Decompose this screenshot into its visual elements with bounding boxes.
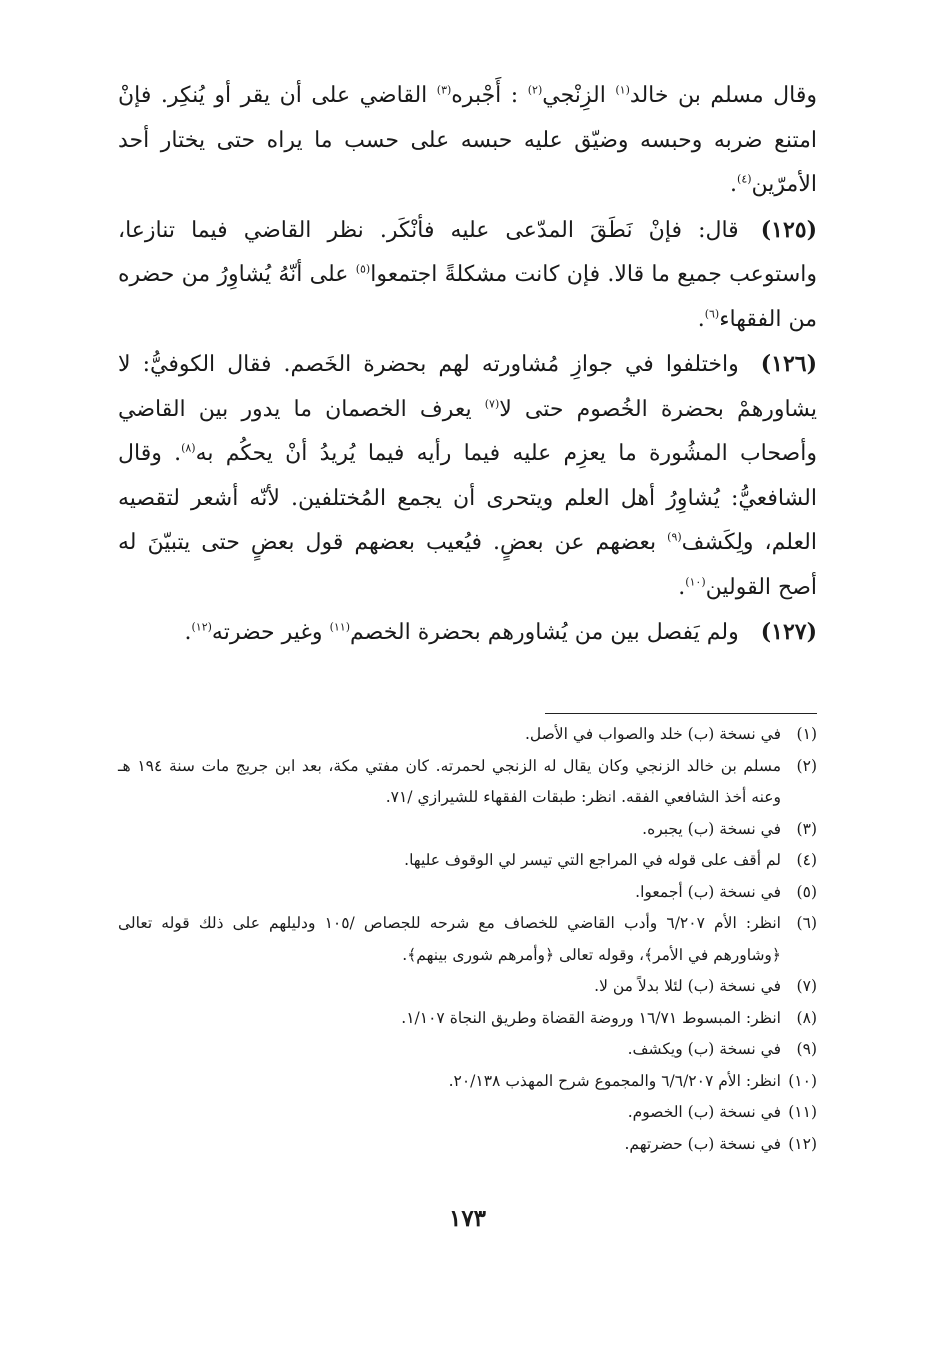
text-run: وغير حضرته <box>211 620 330 645</box>
footnote-text: انظر: الأم ٦/٢٠٧ وأدب القاضي للخصاف مع شرحه للجصاص /١٠٥ ودليلهم على ذلك قوله تعالى ﴿وشاورهم في الأمر﴾، وقوله تعالى ﴿وأمرهم شورى بينهم﴾. <box>118 914 781 964</box>
footnote-marker: (١٠) <box>685 575 706 589</box>
paragraph <box>118 610 817 656</box>
footnote-separator <box>545 713 817 714</box>
footnote-number: (٣) <box>796 819 817 838</box>
text-run: يعرف الخصمان ما يدور بين القاضي وأصحاب المشُورة ما يعزِم عليه فيما رأيه فيما يُريدُ أنْ يحكُم به <box>118 396 817 466</box>
footnote-marker: (٣) <box>436 83 452 97</box>
footnote-marker: (٥) <box>355 262 371 276</box>
section-number: (١٢٦) <box>760 351 817 377</box>
footnote-number: (١) <box>796 725 817 743</box>
footnote-item <box>118 845 817 877</box>
footnote-item <box>118 877 817 909</box>
footnote-number: (٢) <box>796 756 817 775</box>
footnote-number: (٧) <box>796 977 817 995</box>
footnote-item <box>118 971 817 1003</box>
footnote-text: في نسخة (ب) أجمعوا. <box>635 882 781 901</box>
main-text <box>118 74 817 656</box>
footnote-item <box>118 814 817 846</box>
text-run: : أَجْبره <box>451 83 528 108</box>
footnote-text: في نسخة (ب) يجبره. <box>642 819 781 838</box>
footnote-item <box>118 719 817 751</box>
text-run: . وقال الشافعيُّ: يُشاوِرُ أهل العلم ويتحرى أن يجمع المُختلفين. لأنّه أشعر لتقصيه العلم، ولِكَشف <box>118 441 817 555</box>
footnote-text: انظر: المبسوط ١٦/٧١ وروضة القضاة وطريق النجاة ١/١٠٧. <box>401 1008 781 1027</box>
footnote-item <box>118 1129 817 1161</box>
text-run: وقال مسلم بن خالد <box>629 83 817 108</box>
footnote-text: في نسخة (ب) خلد والصواب في الأصل. <box>524 725 781 743</box>
footnote-number: (٨) <box>796 1008 817 1027</box>
footnote-number: (٩) <box>796 1040 817 1058</box>
footnote-text: انظر: الأم ٦/٦/٢٠٧ والمجموع شرح المهذب ٢٠/١٣٨. <box>448 1071 781 1090</box>
text-run: الزِنْجي <box>542 83 616 108</box>
footnote-item <box>118 1034 817 1066</box>
footnote-item <box>118 1097 817 1129</box>
footnote-item <box>118 751 817 814</box>
footnote-item <box>118 1003 817 1035</box>
footnote-text: مسلم بن خالد الزنجي وكان يقال له الزنجي لحمرته. كان مفتي مكة، بعد ابن جريج مات سنة ١٩٤ هـ وعنه أخذ الشافعي الفقه. انظر: طبقات الفقهاء للشيرازي /٧١. <box>118 756 781 806</box>
page-number: ١٧٣ <box>448 1205 487 1232</box>
text-run: بعضهم عن بعضٍ. فيُعيب بعضهم قول بعضٍ حتى يتبيّنَ له أصح القولين <box>118 530 817 600</box>
text-run: . <box>697 306 705 332</box>
text-run: . <box>730 172 738 197</box>
footnote-text: لم أقف على قوله في المراجع التي تيسر لي الوقوف عليها. <box>404 851 781 869</box>
footnote-marker: (٧) <box>484 397 500 411</box>
paragraph <box>118 342 817 610</box>
section-number: (١٢٧) <box>760 619 817 645</box>
text-run: واختلفوا في جوازِ مُشاورته لهم بحضرة الخَصم. فقال الكوفيُّ: لا يشاورهمْ بحضرة الخُصوم حتى لا <box>118 352 817 422</box>
footnote-marker: (٩) <box>667 530 682 544</box>
footnote-number: (١١) <box>788 1103 817 1121</box>
footnote-item <box>118 908 817 971</box>
footnote-number: (٤) <box>796 851 817 869</box>
footnote-number: (٥) <box>796 882 817 901</box>
footnote-number: (٦) <box>796 914 817 932</box>
footnote-number: (١٢) <box>788 1134 817 1153</box>
paragraph <box>118 74 817 208</box>
text-run: . <box>184 620 192 645</box>
text-run: . <box>678 574 686 600</box>
text-run: على أنّهُ يُشاوِرُ من حضره من الفقهاء <box>118 262 817 332</box>
footnote-text: في نسخة (ب) ويكشف. <box>627 1040 781 1058</box>
text-run: ولم يَفصل بين من يُشاورهم بحضرة الخصم <box>349 620 739 645</box>
footnote-number: (١٠) <box>788 1071 817 1090</box>
footnote-marker: (١١) <box>329 620 350 634</box>
footnote-marker: (٢) <box>527 83 543 97</box>
footnote-text: في نسخة (ب) حضرتهم. <box>624 1134 781 1153</box>
paragraph <box>118 208 817 343</box>
section-number: (١٢٥) <box>760 216 817 243</box>
footnote-marker: (١٢) <box>191 620 212 634</box>
footnote-marker: (٤) <box>737 172 752 186</box>
footnote-text: في نسخة (ب) الخصوم. <box>627 1103 781 1121</box>
footnote-item <box>118 1066 817 1098</box>
footnote-text: في نسخة (ب) لئلا بدلاً من لا. <box>594 977 781 995</box>
footnote-marker: (٦) <box>704 307 720 321</box>
text-run: قال: فإنْ نَطَقَ المدّعى عليه فأنْكَر. نظر القاضي فيما تنازعا، واستوعب جميع ما قالا. فإن كانت مشكلةً اجتمعوا <box>118 217 817 287</box>
footnotes <box>118 719 817 1160</box>
text-run: القاضي على أن يقر أو يُنكِر. فإنْ امتنع ضربه وحبسه وضيّق عليه حبسه على حسب ما يراه حتى يختار أحد الأمرّين <box>118 83 817 197</box>
footnote-marker: (٨) <box>181 441 196 455</box>
footnote-marker: (١) <box>615 83 630 97</box>
